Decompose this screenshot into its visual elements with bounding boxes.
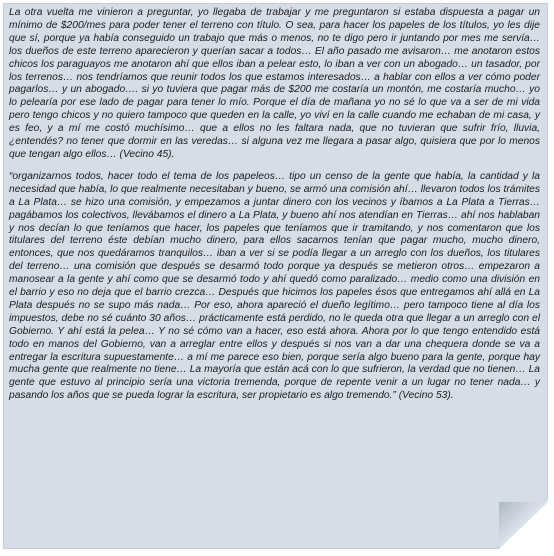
quote-paragraph-vecino-45: La otra vuelta me vinieron a preguntar, yo llegaba de trabajar y me preguntaron si estaba dispuesta a pagar un mínimo de $200/mes para poder tener el terreno con título. O sea, para hacer los papeles de los títulos, yo les dije que sí, porque ya había conseguido un trabajo que más o menos, no te digo pero ir juntando por mes me servía… los dueños de este terreno aparecieron y querían sacar a todos… El año pasado me avisaron… me anotaron estos chicos los paraguayos me anotaron ahí que ellos iban a pelear esto, lo iban a ver con un abogado… un tasador, por los terrenos… nos tendríamos que reunir todos los que estamos interesados… a hablar con ellos a ver cómo poder pagarlos… y un abogado…. si yo tuviera que pagar más de $200 me costaría un montón, me costaría mucho… yo lo pelearía por ese lado de pagar para tener lo mío. Porque el día de mañana yo no sé lo que va a ser de mi vida pero tengo chicos y no quiero tampoco que queden en la calle, yo viví en la calle cuando me echaban de mi casa, y es feo, y a mí me costó muchísimo… que a ellos no les faltara nada, que no tuvieran que sufrir frío, lluvia, ¿entendés? no tener que dormir en las veredas… si alguna vez me llegara a pasar algo, quisiera que por lo menos que tengan algo ellos… (Vecino 45). bbox=[9, 7, 540, 160]
page-curl-corner bbox=[499, 502, 548, 549]
quote-text-block bbox=[9, 7, 540, 412]
quote-paragraph-vecino-53: “organizarnos todos, hacer todo el tema de los papeleos… tipo un censo de la gente que había, la cantidad y la necesidad que había, lo que realmente necesitaban y bueno, se armó una comisión ahí… llevaron todos los trámites a La Plata… se hizo una comisión, y empezamos a juntar dinero con los vecinos y íbamos a La Plata a Tierras… pagábamos los colectivos, llevábamos el dinero a La Plata, y bueno ahí nos atendían en Tierras… ahí nos hablaban y nos decían lo que teníamos que hacer, los papeles que teníamos que ir tramitando, y nos comentaron que los titulares del terreno éste debían mucho dinero, para ellos sacarnos tenían que pagar mucho, mucho dinero, entonces, que nos quedáramos tranquilos… iban a ver si se podía llegar a un arreglo con los dueños, los titulares del terreno… una comisión que después se desarmó todo porque ya después se metieron otros… empezaron a manosear a la gente y ahí como que se desarmó todo y ahí quedó como paralizado… medio como una división en el barrio y eso no deja que el barrio crezca… Después que hicimos los papeles ésos que entregamos ahí allá en La Plata después no se supo más nada… Por eso, ahora apareció el dueño legítimo… pero tampoco tiene al día los impuestos, debe no sé cuánto 30 años… prácticamente está perdido, no le queda otra que llegar a un arreglo con el Gobierno. Y ahí está la pelea… Y no sé cómo van a hacer, eso está ahora. Ahora por lo que tengo entendido está todo en manos del Gobierno, van a arreglar entre ellos y después si nos van a dar una chequera donde se va a entregar la escritura supuestamente… a mí me parece eso bien, porque sería algo bueno para la gente, porque hay mucha gente que realmente no tiene… La mayoría que están acá con lo que sufrieron, la verdad que no tienen… La gente que estuvo al principio sería una victoria tremenda, porque de repente venir a un lugar no tener nada… y pasando los años que se pueda lograr la escritura, ser propietario es algo tremendo.” (Vecino 53). bbox=[9, 170, 540, 402]
